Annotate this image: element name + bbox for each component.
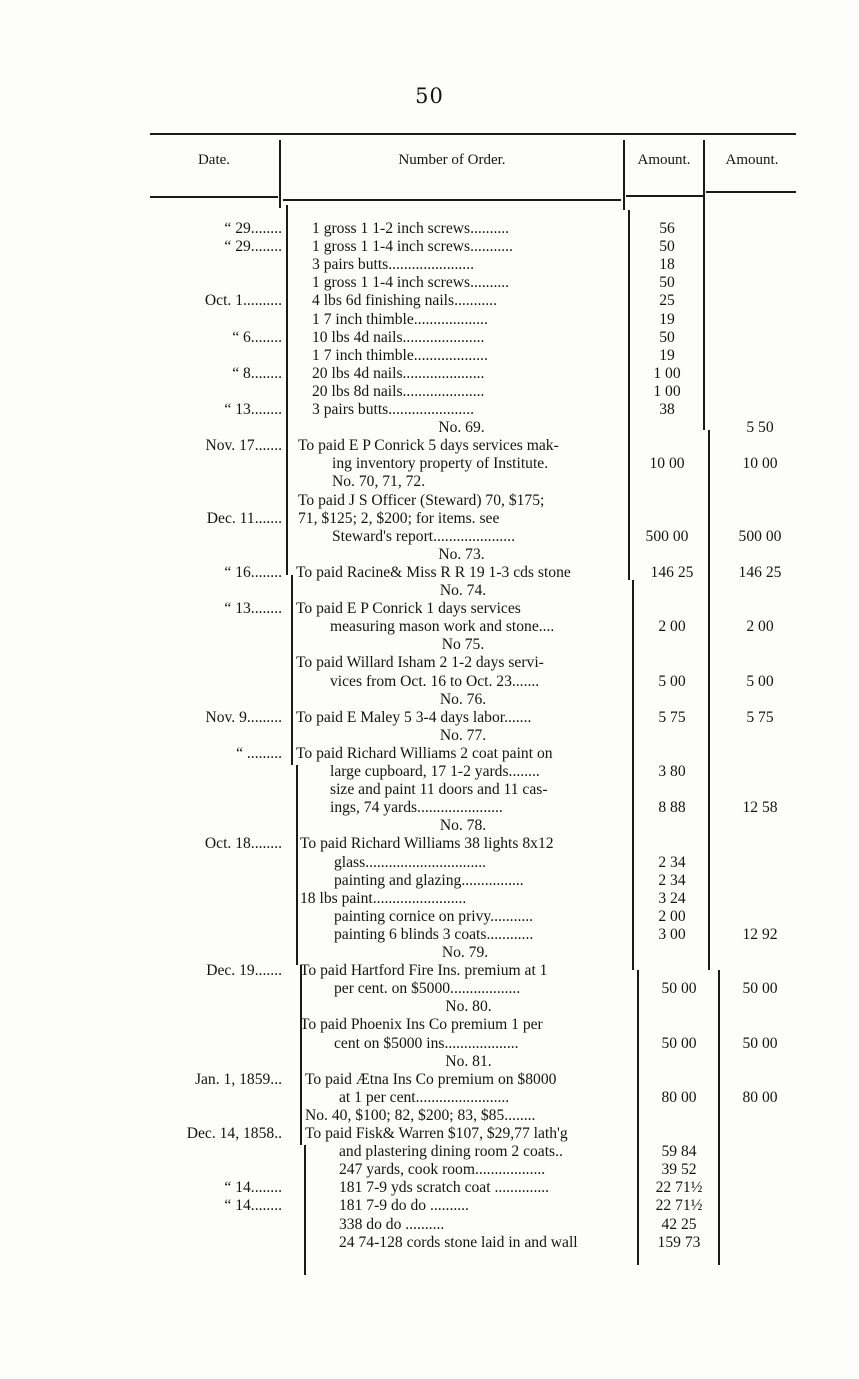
ledger-row: [0, 1197, 859, 1215]
row-date: “ 13........: [224, 600, 282, 618]
row-amount: 159 73: [657, 1233, 701, 1251]
ledger-row: [0, 238, 859, 256]
row-order-description: 1 gross 1 1-4 inch screws...........: [312, 238, 513, 256]
row-order-description: 181 7-9 yds scratch coat ..............: [339, 1179, 550, 1197]
ledger-row: [0, 890, 859, 908]
ledger-row: [0, 437, 859, 455]
row-date: Dec. 14, 1858..: [186, 1125, 282, 1142]
row-amount: 2 34: [658, 871, 686, 889]
row-order-description: No. 73.: [438, 545, 485, 563]
ledger-row: [0, 817, 859, 835]
ledger-row: [0, 401, 859, 419]
row-order-description: 24 74-128 cords stone laid in and wall: [339, 1233, 578, 1251]
row-amount: 50: [659, 238, 675, 256]
row-order-description: No 75.: [441, 636, 485, 654]
row-order-description: 247 yards, cook room..................: [339, 1161, 546, 1179]
row-order-description: To paid E P Conrick 1 days services: [296, 600, 521, 618]
ledger-row: [0, 292, 859, 310]
row-order-description: 181 7-9 do do ..........: [339, 1197, 469, 1215]
row-order-description: 1 7 inch thimble...................: [312, 310, 488, 328]
row-order-description: large cupboard, 17 1-2 yards........: [330, 763, 540, 780]
row-date: “ 14........: [224, 1197, 282, 1215]
row-order-description: No. 79.: [441, 944, 489, 961]
row-amount: 8 88: [658, 799, 686, 817]
ledger-row: [0, 274, 859, 292]
ledger-row: [0, 872, 859, 890]
row-order-description: painting and glazing................: [334, 871, 524, 889]
ledger-row: [0, 691, 859, 709]
row-amount: 80 00: [661, 1088, 697, 1106]
ledger-row: [0, 1107, 859, 1125]
row-date: “ .........: [236, 744, 282, 762]
ledger-row: [0, 256, 859, 274]
ledger-row: [0, 347, 859, 365]
row-amount: 5 00: [658, 672, 686, 690]
ledger-row: [0, 1053, 859, 1071]
row-amount: 50: [659, 328, 675, 346]
row-order-description: No. 70, 71, 72.: [332, 473, 426, 491]
ledger-row: [0, 510, 859, 528]
row-amount: 56: [659, 220, 675, 237]
row-order-description: No. 40, $100; 82, $200; 83, $85........: [305, 1106, 536, 1124]
row-order-description: To paid Ætna Ins Co premium on $8000: [305, 1070, 557, 1088]
ledger-row: [0, 998, 859, 1016]
ledger-row: [0, 1089, 859, 1107]
row-order-description: To paid Willard Isham 2 1-2 days servi-: [296, 654, 544, 672]
row-order-description: 3 pairs butts......................: [312, 256, 474, 274]
row-order-description: No. 77.: [439, 726, 487, 744]
row-order-description: painting 6 blinds 3 coats............: [334, 925, 534, 943]
row-order-description: 1 gross 1 1-4 inch screws..........: [312, 274, 510, 292]
row-order-description: ings, 74 yards......................: [330, 799, 503, 817]
row-date: “ 6........: [232, 328, 282, 346]
row-order-description: No. 78.: [439, 817, 487, 835]
ledger-row: [0, 1143, 859, 1161]
row-order-description: No. 76.: [439, 690, 487, 708]
row-order-description: To paid Racine& Miss R R 19 1-3 cds stone: [296, 563, 571, 581]
row-date: “ 16........: [224, 563, 282, 581]
row-order-description: measuring mason work and stone....: [330, 618, 555, 636]
row-order-description: No. 69.: [438, 419, 485, 437]
row-amount: 19: [659, 346, 675, 364]
row-order-description: and plastering dining room 2 coats..: [339, 1143, 563, 1161]
ledger-row: [0, 1016, 859, 1034]
row-date: Nov. 17.......: [205, 437, 282, 455]
header-date: Date.: [197, 152, 231, 168]
ledger-row: [0, 944, 859, 962]
ledger-row: [0, 1035, 859, 1053]
row-date: “ 13........: [224, 401, 282, 418]
row-order-description: To paid Phoenix Ins Co premium 1 per: [300, 1016, 543, 1034]
row-date: Jan. 1, 1859...: [194, 1070, 282, 1088]
row-amount-total: 80 00: [742, 1088, 778, 1106]
row-order-description: 3 pairs butts......................: [312, 401, 474, 418]
header-number-of-order: Number of Order.: [398, 152, 506, 168]
ledger-row: [0, 365, 859, 383]
row-order-description: No. 80.: [445, 998, 492, 1016]
row-order-description: To paid Hartford Fire Ins. premium at 1: [300, 962, 548, 980]
row-amount-total: 5 00: [746, 672, 774, 690]
row-amount: 50 00: [661, 1034, 697, 1052]
row-order-description: 71, $125; 2, $200; for items. see: [298, 509, 500, 527]
row-order-description: vices from Oct. 16 to Oct. 23.......: [330, 672, 540, 690]
ledger-row: [0, 546, 859, 564]
row-order-description: To paid E P Conrick 5 days services mak-: [298, 437, 559, 455]
row-amount-total: 50 00: [742, 1034, 778, 1052]
row-amount: 10 00: [649, 455, 685, 473]
ledger-row: [0, 383, 859, 401]
ledger-row: [0, 582, 859, 600]
row-order-description: To paid Richard Williams 2 coat paint on: [296, 744, 553, 762]
ledger-row: [0, 835, 859, 853]
row-date: “ 29........: [224, 220, 282, 237]
row-order-description: No. 81.: [445, 1052, 492, 1070]
row-order-description: To paid Fisk& Warren $107, $29,77 lath'g: [305, 1125, 568, 1142]
row-order-description: 10 lbs 4d nails.....................: [312, 328, 485, 346]
row-amount: 1 00: [653, 364, 681, 382]
row-order-description: 4 lbs 6d finishing nails...........: [312, 292, 497, 310]
ledger-row: [0, 600, 859, 618]
page-number: 50: [415, 84, 444, 108]
row-date: “ 29........: [224, 238, 282, 256]
ledger-row: [0, 1071, 859, 1089]
ledger-row: [0, 763, 859, 781]
row-order-description: To paid Richard Williams 38 lights 8x12: [300, 835, 554, 853]
row-order-description: To paid J S Officer (Steward) 70, $175;: [298, 491, 545, 509]
row-order-description: painting cornice on privy...........: [334, 907, 534, 925]
row-amount-total: 5 75: [746, 708, 774, 726]
row-order-description: 338 do do ..........: [339, 1215, 445, 1233]
row-order-description: No. 74.: [439, 582, 487, 599]
row-order-description: 1 7 inch thimble...................: [312, 346, 488, 364]
row-amount: 3 24: [658, 889, 686, 907]
row-amount: 22 71½: [655, 1179, 703, 1197]
header-amount: Amount.: [637, 152, 691, 168]
ledger-row: [0, 564, 859, 582]
row-date: Dec. 11.......: [206, 509, 282, 527]
row-amount: 50 00: [661, 980, 697, 998]
row-amount: 1 00: [653, 382, 681, 400]
ledger-row: [0, 727, 859, 745]
row-order-description: 20 lbs 4d nails.....................: [312, 364, 485, 382]
row-date: “ 8........: [232, 364, 282, 382]
row-amount-total: 146 25: [738, 563, 782, 581]
row-order-description: size and paint 11 doors and 11 cas-: [330, 781, 548, 799]
row-amount: 50: [659, 274, 675, 292]
ledger-row: [0, 980, 859, 998]
ledger-row: [0, 636, 859, 654]
ledger-row: [0, 528, 859, 546]
ledger-row: [0, 419, 859, 437]
ledger-row: [0, 781, 859, 799]
row-date: Dec. 19.......: [206, 962, 282, 980]
row-date: Oct. 18........: [204, 835, 282, 853]
row-amount: 42 25: [661, 1215, 697, 1233]
row-amount-total: 2 00: [746, 618, 774, 636]
row-order-description: cent on $5000 ins...................: [334, 1034, 519, 1052]
row-amount-total: 5 50: [746, 419, 774, 437]
row-amount: 22 71½: [655, 1197, 703, 1215]
row-amount: 500 00: [645, 527, 689, 545]
row-amount: 59 84: [661, 1143, 697, 1161]
ledger-row: [0, 709, 859, 727]
ledger-row: [0, 962, 859, 980]
ledger-row: [0, 1179, 859, 1197]
ledger-row: [0, 220, 859, 238]
ledger-row: [0, 673, 859, 691]
row-order-description: at 1 per cent........................: [339, 1088, 510, 1106]
ledger-row: [0, 1216, 859, 1234]
ledger-row: [0, 1125, 859, 1143]
row-amount: 3 80: [658, 763, 686, 780]
row-order-description: Steward's report.....................: [332, 527, 515, 545]
row-order-description: 18 lbs paint........................: [300, 889, 467, 907]
row-amount: 5 75: [658, 708, 686, 726]
row-amount: 19: [659, 310, 675, 328]
row-date: “ 14........: [224, 1179, 282, 1197]
row-amount-total: 500 00: [738, 527, 782, 545]
ledger-row: [0, 618, 859, 636]
ledger-row: [0, 1234, 859, 1252]
ledger-row: [0, 473, 859, 491]
row-amount-total: 12 58: [742, 799, 778, 817]
row-amount: 18: [659, 256, 675, 274]
row-amount: 2 00: [658, 618, 686, 636]
row-order-description: To paid E Maley 5 3-4 days labor.......: [296, 708, 532, 726]
row-amount: 25: [659, 292, 675, 310]
row-amount-total: 12 92: [742, 925, 778, 943]
ledger-row: [0, 311, 859, 329]
row-amount: 38: [659, 401, 675, 418]
row-order-description: glass...............................: [334, 853, 487, 871]
ledger-row: [0, 1161, 859, 1179]
row-amount: 39 52: [661, 1161, 697, 1179]
ledger-row: [0, 329, 859, 347]
row-order-description: ing inventory property of Institute.: [332, 455, 549, 473]
row-amount: 2 00: [658, 907, 686, 925]
ledger-row: [0, 926, 859, 944]
row-date: Nov. 9.........: [205, 708, 282, 726]
row-amount-total: 50 00: [742, 980, 778, 998]
row-amount: 3 00: [658, 925, 686, 943]
ledger-row: [0, 455, 859, 473]
ledger-row: [0, 654, 859, 672]
row-amount: 2 34: [658, 853, 686, 871]
row-amount: 146 25: [650, 563, 694, 581]
header-amount-total: Amount.: [725, 152, 779, 168]
ledger-row: [0, 745, 859, 763]
row-order-description: per cent. on $5000..................: [334, 980, 521, 998]
row-amount-total: 10 00: [742, 455, 778, 473]
row-date: Oct. 1..........: [204, 292, 282, 310]
ledger-row: [0, 908, 859, 926]
ledger-row: [0, 854, 859, 872]
ledger-row: [0, 799, 859, 817]
row-order-description: 20 lbs 8d nails.....................: [312, 382, 485, 400]
ledger-row: [0, 492, 859, 510]
row-order-description: 1 gross 1 1-2 inch screws..........: [312, 220, 510, 237]
